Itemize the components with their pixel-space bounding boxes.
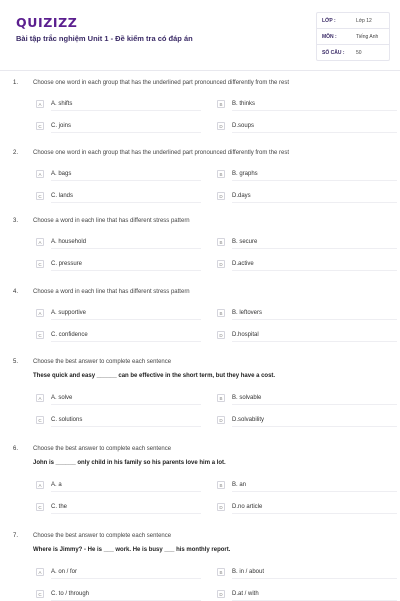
answer-option-a[interactable] — [36, 169, 71, 179]
option-letter-box: B — [217, 238, 225, 246]
option-text: A. a — [51, 482, 62, 488]
option-letter-box: B — [217, 481, 225, 489]
question-number: 2. — [13, 150, 19, 156]
option-letter-box: D — [217, 416, 225, 424]
option-letter-box: B — [217, 170, 225, 178]
option-text: A. solve — [51, 395, 73, 401]
option-underline — [232, 578, 397, 579]
answer-option-c[interactable] — [36, 330, 88, 340]
meta-row-grade — [317, 13, 389, 29]
option-underline — [232, 319, 397, 320]
option-text: B. an — [232, 482, 247, 488]
option-letter-box: C — [36, 331, 44, 339]
option-text: D.at / with — [232, 591, 259, 597]
question-prompt: Choose one word in each group that has the underlined part pronounced differently from the rest — [33, 80, 290, 86]
question-stem: Where is Jimmy? - He is ___ work. He is busy ___ his monthly report. — [33, 547, 231, 553]
option-underline — [51, 319, 201, 320]
option-letter-box: D — [217, 590, 225, 598]
option-letter-box: C — [36, 503, 44, 511]
option-text: A. on / for — [51, 569, 78, 575]
answer-option-d[interactable] — [217, 589, 259, 599]
question-prompt: Choose one word in each group that has the underlined part pronounced differently from the rest — [33, 150, 290, 156]
option-underline — [51, 110, 201, 111]
option-letter-box: D — [217, 503, 225, 511]
answer-option-b[interactable] — [217, 237, 257, 247]
option-letter-box: C — [36, 122, 44, 130]
quizizz-logo: QUIZIZZ — [16, 15, 78, 30]
option-letter-box: A — [36, 100, 44, 108]
answer-option-b[interactable] — [217, 308, 262, 318]
meta-value: Tiếng Anh — [356, 33, 379, 40]
option-underline — [232, 426, 397, 427]
option-underline — [51, 132, 201, 133]
option-text: C. confidence — [51, 332, 88, 338]
option-underline — [51, 202, 201, 203]
option-underline — [51, 513, 201, 514]
option-underline — [51, 404, 201, 405]
option-text: C. the — [51, 504, 68, 510]
option-text: D.soups — [232, 123, 255, 129]
option-underline — [51, 270, 201, 271]
option-underline — [232, 202, 397, 203]
option-underline — [232, 491, 397, 492]
question-prompt: Choose the best answer to complete each sentence — [33, 359, 172, 365]
header-divider — [0, 70, 400, 71]
answer-option-b[interactable] — [217, 567, 264, 577]
option-letter-box: C — [36, 590, 44, 598]
answer-option-b[interactable] — [217, 393, 261, 403]
option-text: C. to / through — [51, 591, 90, 597]
option-underline — [51, 341, 201, 342]
answer-option-c[interactable] — [36, 191, 73, 201]
answer-option-d[interactable] — [217, 415, 264, 425]
meta-label: MÔN : — [322, 33, 337, 40]
question-number: 7. — [13, 533, 19, 539]
option-text: B. secure — [232, 239, 258, 245]
question-number: 5. — [13, 359, 19, 365]
option-text: D.solvability — [232, 417, 265, 423]
option-letter-box: D — [217, 122, 225, 130]
answer-option-d[interactable] — [217, 259, 254, 269]
option-text: C. lands — [51, 193, 74, 199]
option-text: D.days — [232, 193, 251, 199]
answer-option-a[interactable] — [36, 308, 86, 318]
option-letter-box: C — [36, 192, 44, 200]
meta-value: Lớp 12 — [356, 17, 372, 24]
option-underline — [232, 248, 397, 249]
option-text: D.no article — [232, 504, 263, 510]
answer-option-c[interactable] — [36, 502, 67, 512]
option-letter-box: A — [36, 238, 44, 246]
answer-option-c[interactable] — [36, 259, 82, 269]
option-underline — [232, 341, 397, 342]
option-underline — [51, 180, 201, 181]
option-underline — [232, 513, 397, 514]
question-prompt: Choose a word in each line that has different stress pattern — [33, 289, 190, 295]
question-prompt: Choose the best answer to complete each sentence — [33, 533, 172, 539]
option-text: A. shifts — [51, 101, 73, 107]
option-letter-box: A — [36, 568, 44, 576]
option-letter-box: C — [36, 416, 44, 424]
answer-option-a[interactable] — [36, 237, 86, 247]
answer-option-a[interactable] — [36, 567, 77, 577]
answer-option-a[interactable] — [36, 393, 72, 403]
option-text: A. bags — [51, 171, 72, 177]
option-letter-box: D — [217, 260, 225, 268]
option-letter-box: A — [36, 481, 44, 489]
option-underline — [51, 426, 201, 427]
option-underline — [232, 180, 397, 181]
page-title: Bài tập trắc nghiệm Unit 1 - Đề kiểm tra có đáp án — [16, 34, 193, 43]
option-underline — [51, 491, 201, 492]
answer-option-a[interactable] — [36, 99, 72, 109]
question-prompt: Choose a word in each line that has different stress pattern — [33, 218, 190, 224]
question-stem: These quick and easy ______ can be effective in the short term, but they have a cost. — [33, 373, 276, 379]
option-text: B. solvable — [232, 395, 262, 401]
option-letter-box: D — [217, 192, 225, 200]
option-letter-box: A — [36, 170, 44, 178]
meta-value: 50 — [356, 49, 362, 56]
option-text: A. supportive — [51, 310, 87, 316]
answer-option-c[interactable] — [36, 121, 71, 131]
meta-box — [316, 12, 390, 61]
option-text: C. solutions — [51, 417, 83, 423]
option-underline — [232, 132, 397, 133]
meta-row-count — [317, 45, 389, 60]
option-text: D.active — [232, 261, 254, 267]
option-letter-box: C — [36, 260, 44, 268]
option-letter-box: D — [217, 331, 225, 339]
meta-row-subject — [317, 29, 389, 45]
question-number: 6. — [13, 446, 19, 452]
option-underline — [51, 248, 201, 249]
option-letter-box: B — [217, 309, 225, 317]
question-stem: John is ______ only child in his family so his parents love him a lot. — [33, 460, 226, 466]
option-underline — [51, 578, 201, 579]
answer-option-d[interactable] — [217, 502, 262, 512]
option-underline — [232, 270, 397, 271]
answer-option-b[interactable] — [217, 169, 258, 179]
option-text: B. leftovers — [232, 310, 263, 316]
option-text: B. thinks — [232, 101, 256, 107]
option-underline — [232, 404, 397, 405]
answer-option-d[interactable] — [217, 330, 259, 340]
option-text: C. joins — [51, 123, 72, 129]
answer-option-d[interactable] — [217, 121, 254, 131]
option-text: A. household — [51, 239, 87, 245]
question-prompt: Choose the best answer to complete each sentence — [33, 446, 172, 452]
answer-option-d[interactable] — [217, 191, 251, 201]
answer-option-b[interactable] — [217, 480, 246, 490]
answer-option-b[interactable] — [217, 99, 255, 109]
meta-label: SỐ CÂU : — [322, 49, 345, 56]
option-letter-box: A — [36, 309, 44, 317]
option-text: D.hospital — [232, 332, 259, 338]
question-number: 1. — [13, 80, 19, 86]
question-number: 4. — [13, 289, 19, 295]
option-text: C. pressure — [51, 261, 83, 267]
option-text: B. graphs — [232, 171, 258, 177]
question-number: 3. — [13, 218, 19, 224]
answer-option-c[interactable] — [36, 415, 82, 425]
option-text: B. in / about — [232, 569, 265, 575]
option-letter-box: B — [217, 394, 225, 402]
option-letter-box: B — [217, 100, 225, 108]
option-letter-box: B — [217, 568, 225, 576]
answer-option-a[interactable] — [36, 480, 62, 490]
answer-option-c[interactable] — [36, 589, 89, 599]
option-letter-box: A — [36, 394, 44, 402]
meta-label: LỚP : — [322, 17, 336, 24]
option-underline — [232, 110, 397, 111]
